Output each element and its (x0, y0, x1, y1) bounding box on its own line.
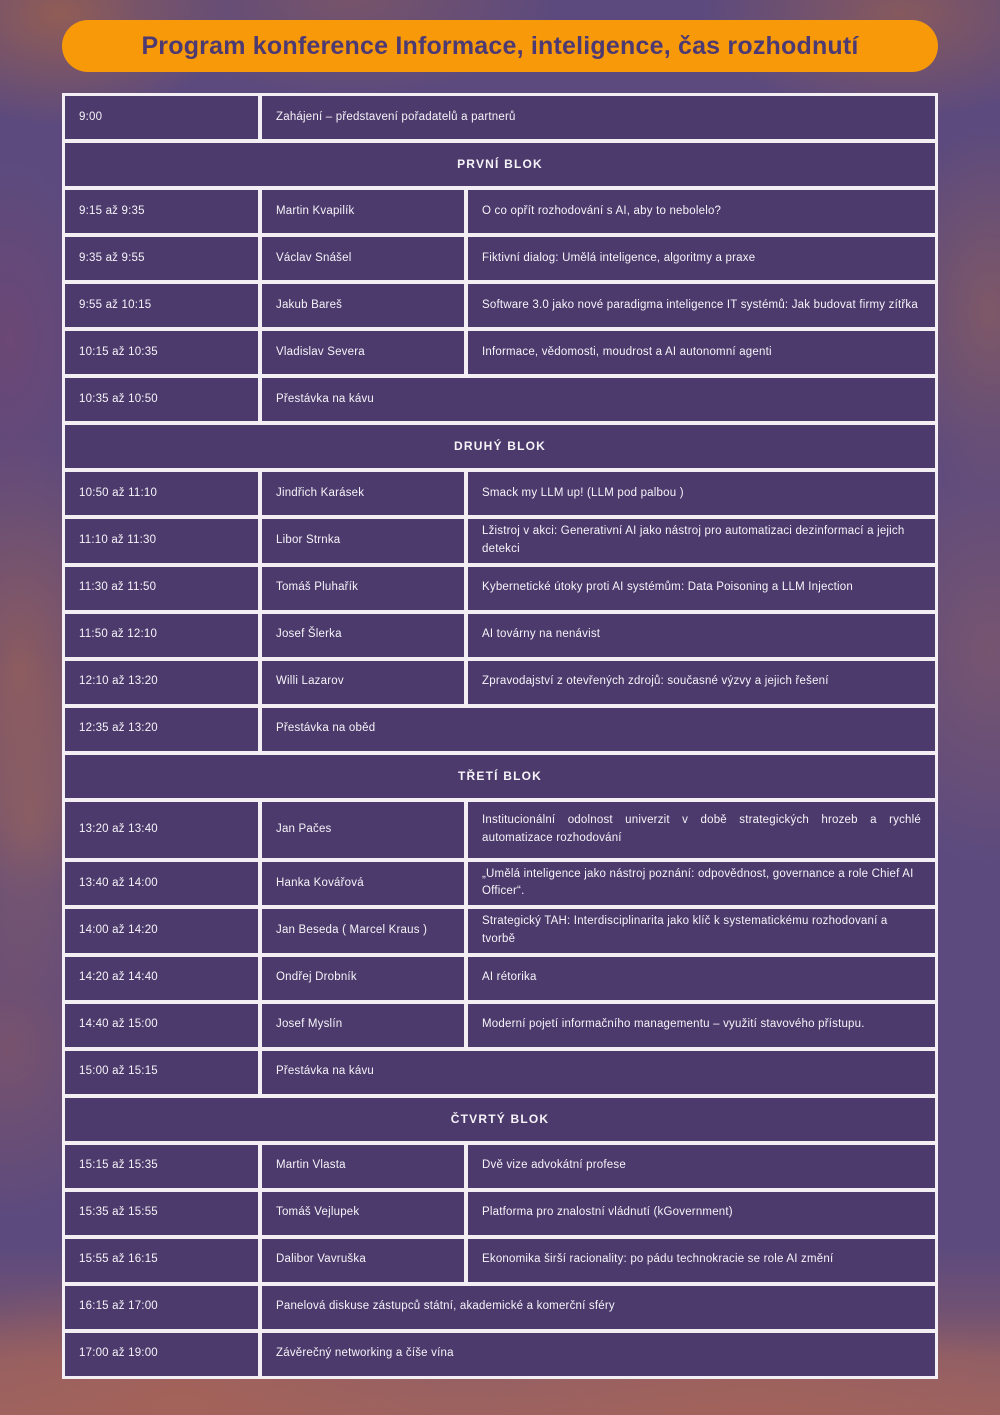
session-row-merged (65, 1333, 935, 1376)
time-cell: 13:20 až 13:40 (65, 802, 258, 858)
speaker-cell: Vladislav Severa (262, 331, 464, 374)
block-header-row (65, 143, 935, 186)
session-row (65, 802, 935, 858)
title-pill (62, 20, 938, 72)
time-cell: 13:40 až 14:00 (65, 862, 258, 906)
talk-title-cell: Software 3.0 jako nové paradigma inteligence IT systémů: Jak budovat firmy zítřka (468, 284, 935, 327)
schedule-table (62, 93, 938, 1379)
time-cell: 9:55 až 10:15 (65, 284, 258, 327)
session-row (65, 1004, 935, 1047)
session-row (65, 237, 935, 280)
time-cell: 14:20 až 14:40 (65, 957, 258, 1000)
session-row (65, 190, 935, 233)
talk-title-cell: O co opřít rozhodování s AI, aby to nebolelo? (468, 190, 935, 233)
speaker-cell: Václav Snášel (262, 237, 464, 280)
talk-title-cell: Dvě vize advokátní profese (468, 1145, 935, 1188)
talk-title-cell: Ekonomika širší racionality: po pádu technokracie se role AI změní (468, 1239, 935, 1282)
talk-title-cell: Platforma pro znalostní vládnutí (kGovernment) (468, 1192, 935, 1235)
block-header-row (65, 755, 935, 798)
time-cell: 14:00 až 14:20 (65, 909, 258, 953)
session-row-merged (65, 96, 935, 139)
time-cell: 12:35 až 13:20 (65, 708, 258, 751)
session-row (65, 519, 935, 563)
session-row (65, 862, 935, 906)
block-header-label: ČTVRTÝ BLOK (65, 1098, 935, 1141)
time-cell: 15:15 až 15:35 (65, 1145, 258, 1188)
block-header-row (65, 1098, 935, 1141)
time-cell: 9:00 (65, 96, 258, 139)
talk-title-cell: Závěrečný networking a číše vína (262, 1333, 935, 1376)
session-row (65, 909, 935, 953)
speaker-cell: Josef Myslín (262, 1004, 464, 1047)
session-row (65, 1239, 935, 1282)
speaker-cell: Libor Strnka (262, 519, 464, 563)
speaker-cell: Martin Kvapilík (262, 190, 464, 233)
block-header-label: DRUHÝ BLOK (65, 425, 935, 468)
talk-title-cell: Zahájení – představení pořadatelů a partnerů (262, 96, 935, 139)
speaker-cell: Ondřej Drobník (262, 957, 464, 1000)
speaker-cell: Josef Šlerka (262, 614, 464, 657)
session-row-merged (65, 1286, 935, 1329)
time-cell: 15:35 až 15:55 (65, 1192, 258, 1235)
session-row (65, 331, 935, 374)
speaker-cell: Martin Vlasta (262, 1145, 464, 1188)
time-cell: 11:10 až 11:30 (65, 519, 258, 563)
talk-title-cell: „Umělá inteligence jako nástroj poznání: odpovědnost, governance a role Chief AI Officer“. (468, 862, 935, 906)
time-cell: 11:30 až 11:50 (65, 567, 258, 610)
session-row (65, 472, 935, 515)
time-cell: 16:15 až 17:00 (65, 1286, 258, 1329)
session-row-merged (65, 378, 935, 421)
time-cell: 14:40 až 15:00 (65, 1004, 258, 1047)
time-cell: 11:50 až 12:10 (65, 614, 258, 657)
talk-title-cell: Přestávka na kávu (262, 378, 935, 421)
speaker-cell: Jan Pačes (262, 802, 464, 858)
session-row (65, 614, 935, 657)
talk-title-cell: Fiktivní dialog: Umělá inteligence, algoritmy a praxe (468, 237, 935, 280)
block-header-label: PRVNÍ BLOK (65, 143, 935, 186)
talk-title-cell: Informace, vědomosti, moudrost a AI autonomní agenti (468, 331, 935, 374)
time-cell: 15:55 až 16:15 (65, 1239, 258, 1282)
session-row (65, 661, 935, 704)
session-row (65, 1192, 935, 1235)
session-row-merged (65, 708, 935, 751)
session-row-merged (65, 1051, 935, 1094)
time-cell: 12:10 až 13:20 (65, 661, 258, 704)
speaker-cell: Willi Lazarov (262, 661, 464, 704)
speaker-cell: Jindřich Karásek (262, 472, 464, 515)
time-cell: 10:35 až 10:50 (65, 378, 258, 421)
speaker-cell: Tomáš Pluhařík (262, 567, 464, 610)
time-cell: 10:50 až 11:10 (65, 472, 258, 515)
time-cell: 10:15 až 10:35 (65, 331, 258, 374)
talk-title-cell: Zpravodajství z otevřených zdrojů: současné výzvy a jejich řešení (468, 661, 935, 704)
time-cell: 15:00 až 15:15 (65, 1051, 258, 1094)
talk-title-cell: Panelová diskuse zástupců státní, akademické a komerční sféry (262, 1286, 935, 1329)
session-row (65, 284, 935, 327)
speaker-cell: Jan Beseda ( Marcel Kraus ) (262, 909, 464, 953)
speaker-cell: Dalibor Vavruška (262, 1239, 464, 1282)
session-row (65, 957, 935, 1000)
talk-title-cell: Kybernetické útoky proti AI systémům: Data Poisoning a LLM Injection (468, 567, 935, 610)
time-cell: 17:00 až 19:00 (65, 1333, 258, 1376)
time-cell: 9:15 až 9:35 (65, 190, 258, 233)
talk-title-cell: Moderní pojetí informačního managementu – využití stavového přístupu. (468, 1004, 935, 1047)
time-cell: 9:35 až 9:55 (65, 237, 258, 280)
block-header-label: TŘETÍ BLOK (65, 755, 935, 798)
speaker-cell: Tomáš Vejlupek (262, 1192, 464, 1235)
session-row (65, 1145, 935, 1188)
speaker-cell: Hanka Kovářová (262, 862, 464, 906)
talk-title-cell: Smack my LLM up! (LLM pod palbou ) (468, 472, 935, 515)
session-row (65, 567, 935, 610)
talk-title-cell: Institucionální odolnost univerzit v době strategických hrozeb a rychlé automatizace rozhodování (468, 802, 935, 858)
talk-title-cell: Přestávka na kávu (262, 1051, 935, 1094)
page-title: Program konference Informace, inteligence, čas rozhodnutí (141, 31, 859, 60)
talk-title-cell: Lžistroj v akci: Generativní AI jako nástroj pro automatizaci dezinformací a jejich detekci (468, 519, 935, 563)
talk-title-cell: Strategický TAH: Interdisciplinarita jako klíč k systematickému rozhodovaní a tvorbě (468, 909, 935, 953)
speaker-cell: Jakub Bareš (262, 284, 464, 327)
block-header-row (65, 425, 935, 468)
talk-title-cell: AI rétorika (468, 957, 935, 1000)
talk-title-cell: Přestávka na oběd (262, 708, 935, 751)
talk-title-cell: AI továrny na nenávist (468, 614, 935, 657)
